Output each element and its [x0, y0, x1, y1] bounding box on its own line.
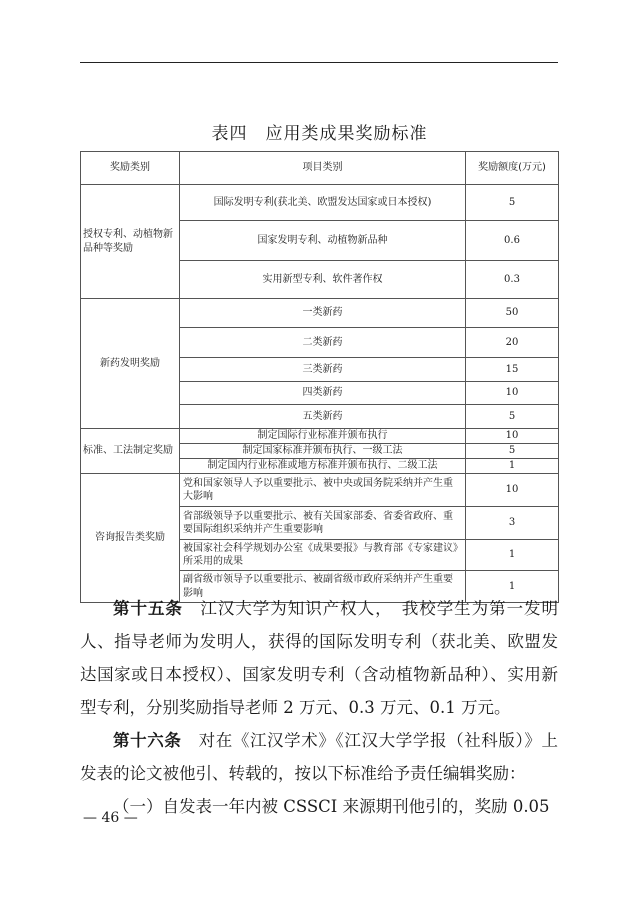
item-cell: 副省级市领导予以重要批示、被副省级市政府采纳并产生重要影响 [180, 571, 466, 603]
amount-cell: 0.6 [466, 221, 559, 261]
header-award-category: 奖励类别 [81, 152, 180, 185]
item-cell: 省部级领导予以重要批示、被有关国家部委、省委省政府、重要国际组织采纳并产生重要影响 [180, 507, 466, 540]
amount-cell: 15 [466, 358, 559, 382]
amount-cell: 3 [466, 507, 559, 540]
page-number: — 46 — [83, 810, 138, 826]
item-cell: 制定国际行业标准并颁布执行 [180, 429, 466, 444]
article-15 [80, 592, 558, 724]
table-header-row [81, 152, 559, 185]
amount-cell: 5 [466, 185, 559, 221]
category-cell: 授权专利、动植物新品种等奖励 [81, 185, 180, 299]
item-cell: 国际发明专利(获北美、欧盟发达国家或日本授权) [180, 185, 466, 221]
item-cell: 三类新药 [180, 358, 466, 382]
amount-cell: 10 [466, 474, 559, 507]
amount-cell: 1 [466, 540, 559, 571]
article-text: 江汉大学为知识产权人， 我校学生为第一发明人、指导老师为发明人，获得的国际发明专利（获北美、欧盟发达国家或日本授权）、国家发明专利（含动植物新品种）、实用新型专利，分别奖励指导老师 2 万元、0.3 万元、0.1 万元。 [80, 599, 559, 717]
amount-cell: 1 [466, 571, 559, 603]
item-cell: 制定国家标准并颁布执行、一级工法 [180, 444, 466, 459]
item-cell: 实用新型专利、软件著作权 [180, 261, 466, 299]
category-cell: 新药发明奖励 [81, 299, 180, 429]
amount-cell: 50 [466, 299, 559, 328]
table-row [81, 429, 559, 444]
table-caption: 表四 应用类成果奖励标准 [211, 124, 428, 144]
table-row [81, 299, 559, 328]
award-standards-table [80, 151, 559, 603]
amount-cell: 5 [466, 444, 559, 459]
item-cell: 四类新药 [180, 382, 466, 405]
item-cell: 被国家社会科学规划办公室《成果要报》与教育部《专家建议》所采用的成果 [180, 540, 466, 571]
table-row [81, 185, 559, 221]
item-cell: 党和国家领导人予以重要批示、被中央或国务院采纳并产生重大影响 [180, 474, 466, 507]
table-row [81, 474, 559, 507]
category-cell: 标准、工法制定奖励 [81, 429, 180, 474]
amount-cell: 10 [466, 382, 559, 405]
item-cell: 二类新药 [180, 328, 466, 358]
amount-cell: 20 [466, 328, 559, 358]
header-item-category: 项目类别 [180, 152, 466, 185]
article-text: 对在《江汉学术》《江汉大学学报（社科版）》上发表的论文被他引、转载的，按以下标准给予责任编辑奖励： [80, 731, 559, 783]
amount-cell: 1 [466, 459, 559, 474]
header-rule [80, 62, 558, 63]
item-cell: 五类新药 [180, 405, 466, 429]
amount-cell: 10 [466, 429, 559, 444]
item-cell: 制定国内行业标准或地方标准并颁布执行、二级工法 [180, 459, 466, 474]
item-cell: 一类新药 [180, 299, 466, 328]
article-label: 第十六条 [113, 731, 182, 750]
amount-cell: 5 [466, 405, 559, 429]
article-16 [80, 724, 558, 790]
item-cell: 国家发明专利、动植物新品种 [180, 221, 466, 261]
header-award-amount: 奖励额度(万元) [466, 152, 559, 185]
body-text [80, 592, 558, 823]
clause-1: （一）自发表一年内被 CSSCI 来源期刊他引的，奖励 0.05 [113, 797, 550, 816]
amount-cell: 0.3 [466, 261, 559, 299]
category-cell: 咨询报告类奖励 [81, 474, 180, 603]
article-label: 第十五条 [113, 599, 183, 618]
